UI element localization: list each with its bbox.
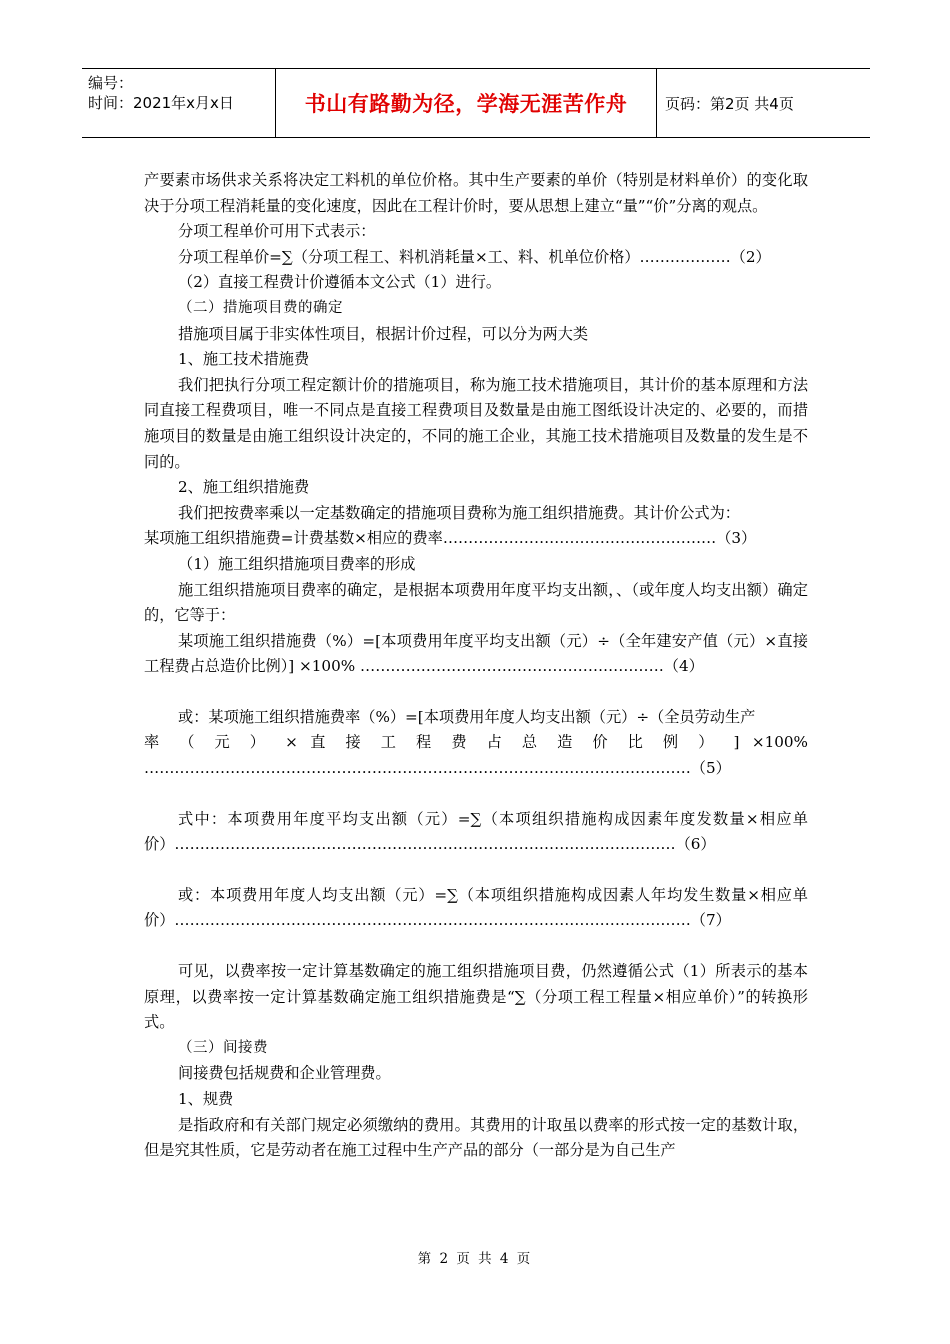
- header-meta: [82, 69, 276, 137]
- formula: 或：本项费用年度人均支出额（元）=∑（本项组织措施构成因素人年均发生数量×相应单价）…………………………………………………………………………………………（7）: [144, 885, 808, 930]
- paragraph: 产要素市场供求关系将决定工料机的单位价格。其中生产要素的单价（特别是材料单价）的变化取决于分项工程消耗量的变化速度，因此在工程计价时，要从思想上建立“量”“价”分离的观点。: [144, 171, 808, 215]
- paragraph: 我们把按费率乘以一定基数确定的措施项目费称为施工组织措施费。其计价公式为：: [178, 503, 740, 522]
- paragraph: （2）直接工程费计价遵循本文公式（1）进行。: [178, 273, 502, 292]
- subsection-heading: （1）施工组织措施项目费率的形成: [178, 554, 416, 573]
- formula: 分项工程单价=∑（分项工程工、料机消耗量×工、料、机单位价格）………………（2）: [178, 247, 771, 266]
- header-motto: [276, 69, 657, 137]
- document-body: [144, 168, 808, 1164]
- doc-number-label: 编号：: [88, 74, 134, 92]
- subsection-heading: 1、施工技术措施费: [178, 350, 310, 369]
- motto-text: 书山有路勤为径，学海无涯苦作舟: [304, 92, 628, 116]
- paragraph: 施工组织措施项目费率的确定，是根据本项费用年度平均支出额，、（或年度人均支出额）确定的，它等于：: [144, 580, 808, 625]
- page-header: [82, 68, 870, 138]
- section-heading: （三）间接费: [178, 1039, 268, 1056]
- section-heading: （二）措施项目费的确定: [178, 299, 343, 316]
- formula: 式中：本项费用年度平均支出额（元）=∑（本项组织措施构成因素年度发数量×相应单价）………………………………………………………………………………………（6）: [144, 809, 808, 854]
- page-footer: [0, 1247, 950, 1267]
- formula: 某项施工组织措施费（%）=[本项费用年度平均支出额（元）÷（全年建安产值（元）×直接工程费占总造价比例）] ×100% ……………………………………………………（4）: [144, 631, 808, 676]
- paragraph: 我们把执行分项工程定额计价的措施项目，称为施工技术措施项目，其计价的基本原理和方法同直接工程费项目，唯一不同点是直接工程费项目及数量是由施工图纸设计决定的、必要的，而措施项目的数量是由施工组织设计决定的，不同的施工企业，其施工技术措施项目及数量的发生是不同的。: [144, 375, 808, 471]
- paragraph: 间接费包括规费和企业管理费。: [178, 1064, 391, 1083]
- subsection-heading: 2、施工组织措施费: [178, 478, 310, 497]
- footer-page-number: 第 2 页 共 4 页: [417, 1251, 533, 1267]
- formula: 率 （ 元 ） × 直 接 工 程 费 占 总 造 价 比 例 ） ] ×100%: [144, 733, 808, 752]
- header-page-info: [657, 69, 870, 137]
- doc-date-label: 时间：2021年x月x日: [88, 94, 234, 112]
- paragraph: 措施项目属于非实体性项目，根据计价过程，可以分为两大类: [178, 324, 589, 343]
- formula: ………………………………………………………………………………………………（5）: [144, 759, 731, 778]
- paragraph: 可见，以费率按一定计算基数确定的施工组织措施项目费，仍然遵循公式（1）所表示的基本原理，以费率按一定计算基数确定施工组织措施费是“∑（分项工程工程量×相应单价）”的转换形式。: [144, 962, 808, 1032]
- formula: 或：某项施工组织措施费率（%）=[本项费用年度人均支出额（元）÷（全员劳动生产: [178, 707, 756, 726]
- paragraph: 分项工程单价可用下式表示：: [178, 222, 376, 241]
- subsection-heading: 1、规费: [178, 1090, 234, 1108]
- formula: 某项施工组织措施费=计费基数×相应的费率………………………………………………（3）: [144, 529, 757, 548]
- paragraph: 是指政府和有关部门规定必须缴纳的费用。其费用的计取虽以费率的形式按一定的基数计取，但是究其性质，它是劳动者在施工过程中生产产品的部分（一部分是为自己生产: [144, 1115, 808, 1160]
- page-number-label: 页码：第2页 共4页: [665, 94, 794, 113]
